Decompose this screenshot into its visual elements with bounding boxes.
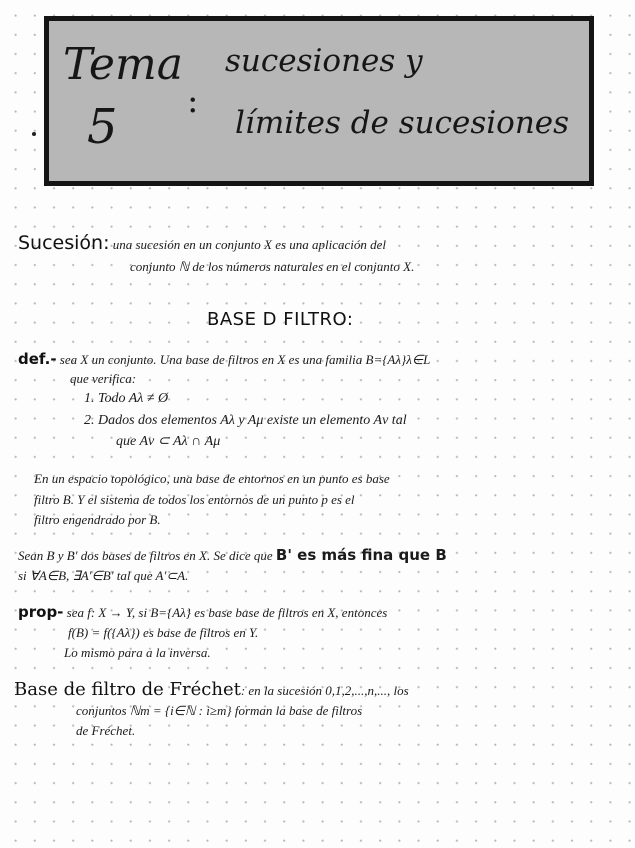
fina-text-1a: Sean B y B' dos bases de filtros en X. Se dice que	[18, 548, 276, 563]
def-item-2b: que Aν ⊂ Aλ ∩ Aμ	[116, 434, 221, 449]
title-colon: :	[187, 81, 199, 121]
prop-text-1: sea f: X → Y, si B={Aλ} es base base de filtros en X, entonces	[66, 605, 388, 620]
section-heading: BASE D FILTRO:	[207, 309, 354, 330]
prop-line-3: Lo mismo para a la inversa.	[64, 645, 211, 660]
fina-text-1b: B' es más fina que B	[275, 546, 447, 564]
frechet-line-2: conjuntos ℕm = {i∈ℕ : i≥m} forman la base de filtros	[76, 703, 363, 718]
def-line-1	[18, 350, 430, 368]
frechet-text-1: : en la sucesión 0,1,2,...,n,..., los	[240, 683, 409, 698]
def-line-2: que verifica:	[70, 371, 137, 386]
bullet-dot	[32, 132, 36, 136]
sucesion-term: Sucesión:	[18, 232, 110, 254]
fina-line-1	[18, 546, 447, 564]
sucesion-line-1	[18, 232, 386, 254]
prop-line-1	[18, 603, 387, 621]
title-word: Tema	[63, 39, 183, 90]
title-line-2: límites de sucesiones	[235, 105, 570, 141]
fina-line-2: si ∀A∈B, ∃A'∈B' tal que A'⊂A.	[18, 568, 189, 583]
prop-line-2: f(B) = f({Aλ}) es base de filtros en Y.	[68, 625, 259, 640]
topo-line-2: filtro B. Y el sistema de todos los entornos de un punto p es el	[34, 492, 355, 507]
sucesion-text-1: una sucesión en un conjunto X es una aplicación del	[112, 237, 387, 252]
sucesion-line-2: conjunto ℕ de los números naturales en el conjunto X.	[130, 259, 415, 274]
frechet-term: Base de filtro de Fréchet	[14, 679, 241, 700]
def-text-1: sea X un conjunto. Una base de filtros en X es una familia B={Aλ}λ∈L	[59, 352, 431, 367]
topo-line-3: filtro engendrado por B.	[34, 512, 161, 527]
def-term: def.-	[18, 350, 57, 368]
title-line-1: sucesiones y	[225, 43, 423, 79]
def-item-1: 1. Todo Aλ ≠ Ø	[84, 391, 169, 406]
def-item-2: 2. Dados dos elementos Aλ y Aμ existe un elemento Aν tal	[84, 413, 407, 428]
frechet-line-1	[14, 679, 409, 700]
frechet-line-3: de Fréchet.	[76, 723, 136, 738]
title-number: 5	[87, 99, 118, 155]
topo-line-1: En un espacio topológico, una base de entornos en un punto es base	[34, 471, 390, 486]
title-box	[44, 16, 594, 186]
prop-term: prop-	[18, 603, 64, 621]
